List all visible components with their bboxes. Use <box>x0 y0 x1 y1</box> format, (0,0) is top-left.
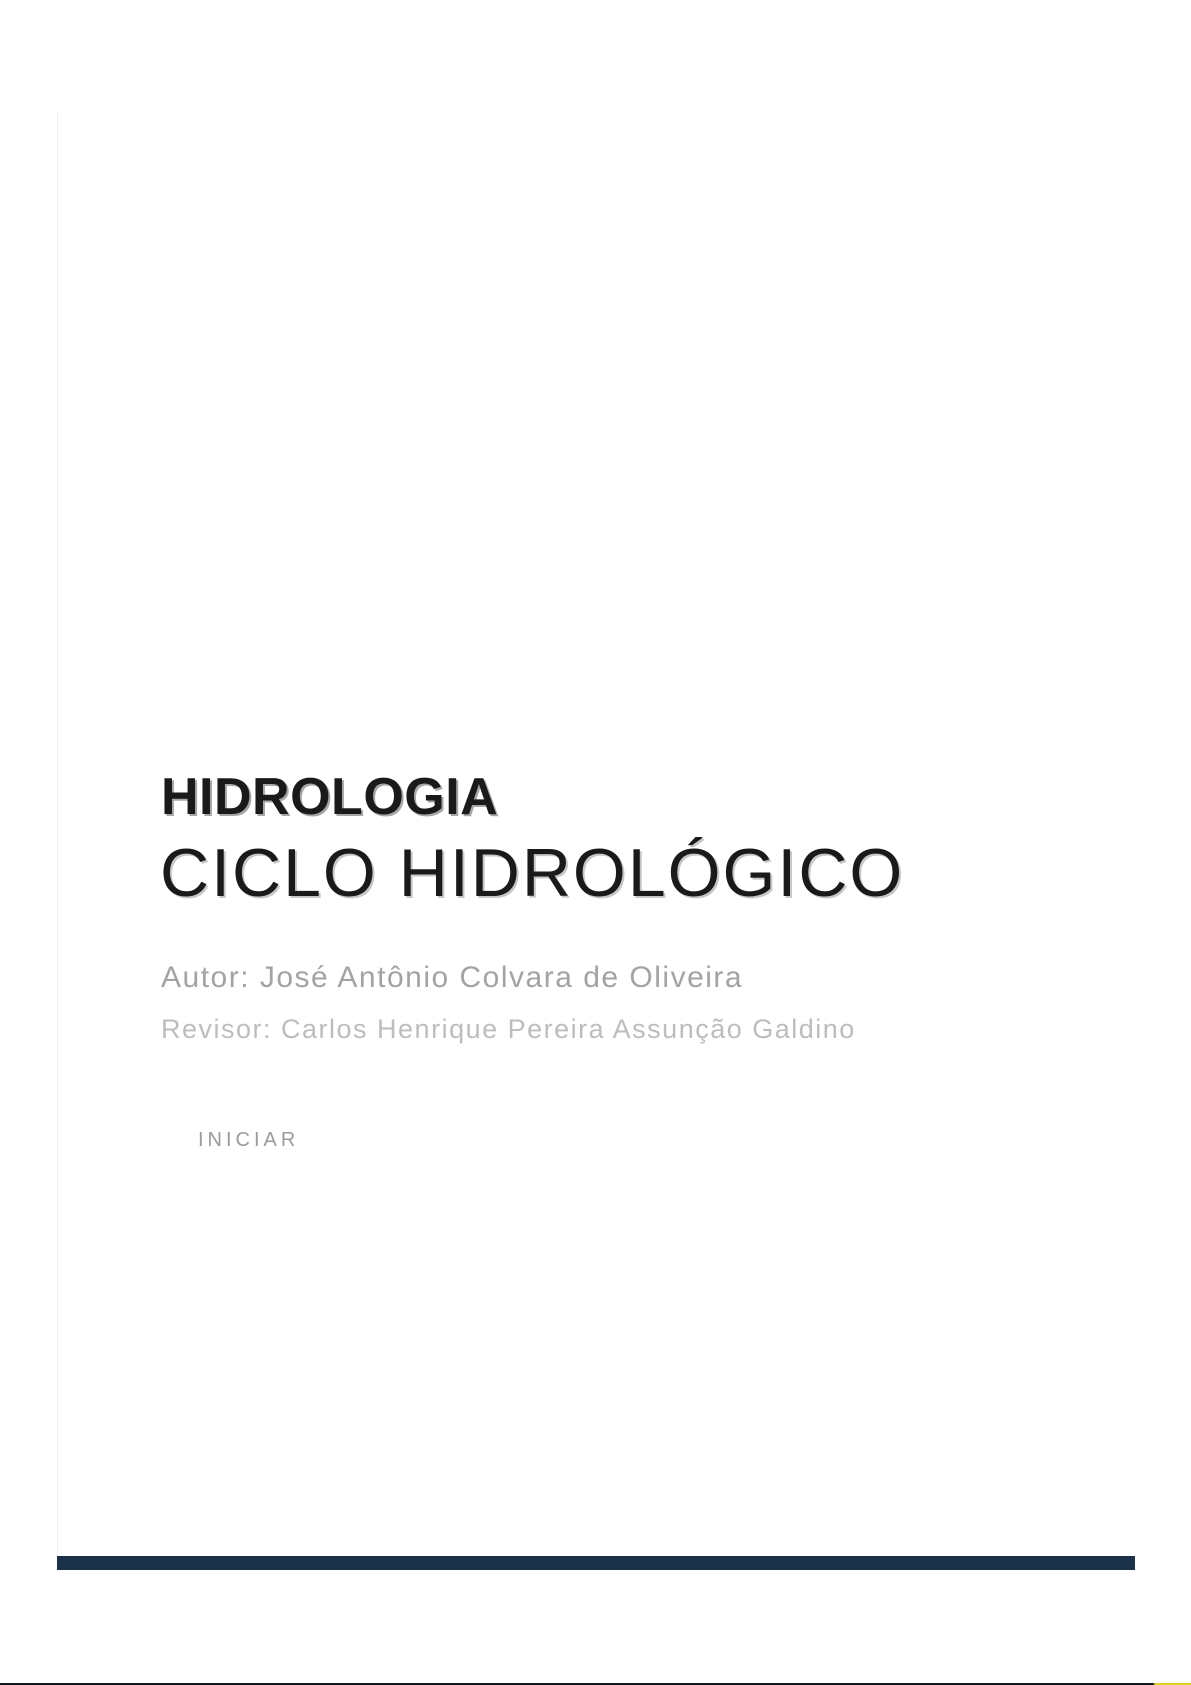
reviewer-line: Revisor: Carlos Henrique Pereira Assunção Galdino <box>161 1014 856 1044</box>
footer-bar <box>57 1556 1135 1570</box>
author-line: Autor: José Antônio Colvara de Oliveira <box>161 961 744 994</box>
start-button[interactable]: INICIAR <box>198 1125 299 1155</box>
lesson-title: CICLO HIDROLÓGICO <box>160 835 905 911</box>
discipline-title: HIDROLOGIA <box>161 768 499 826</box>
cover-page-card <box>57 111 1136 1570</box>
